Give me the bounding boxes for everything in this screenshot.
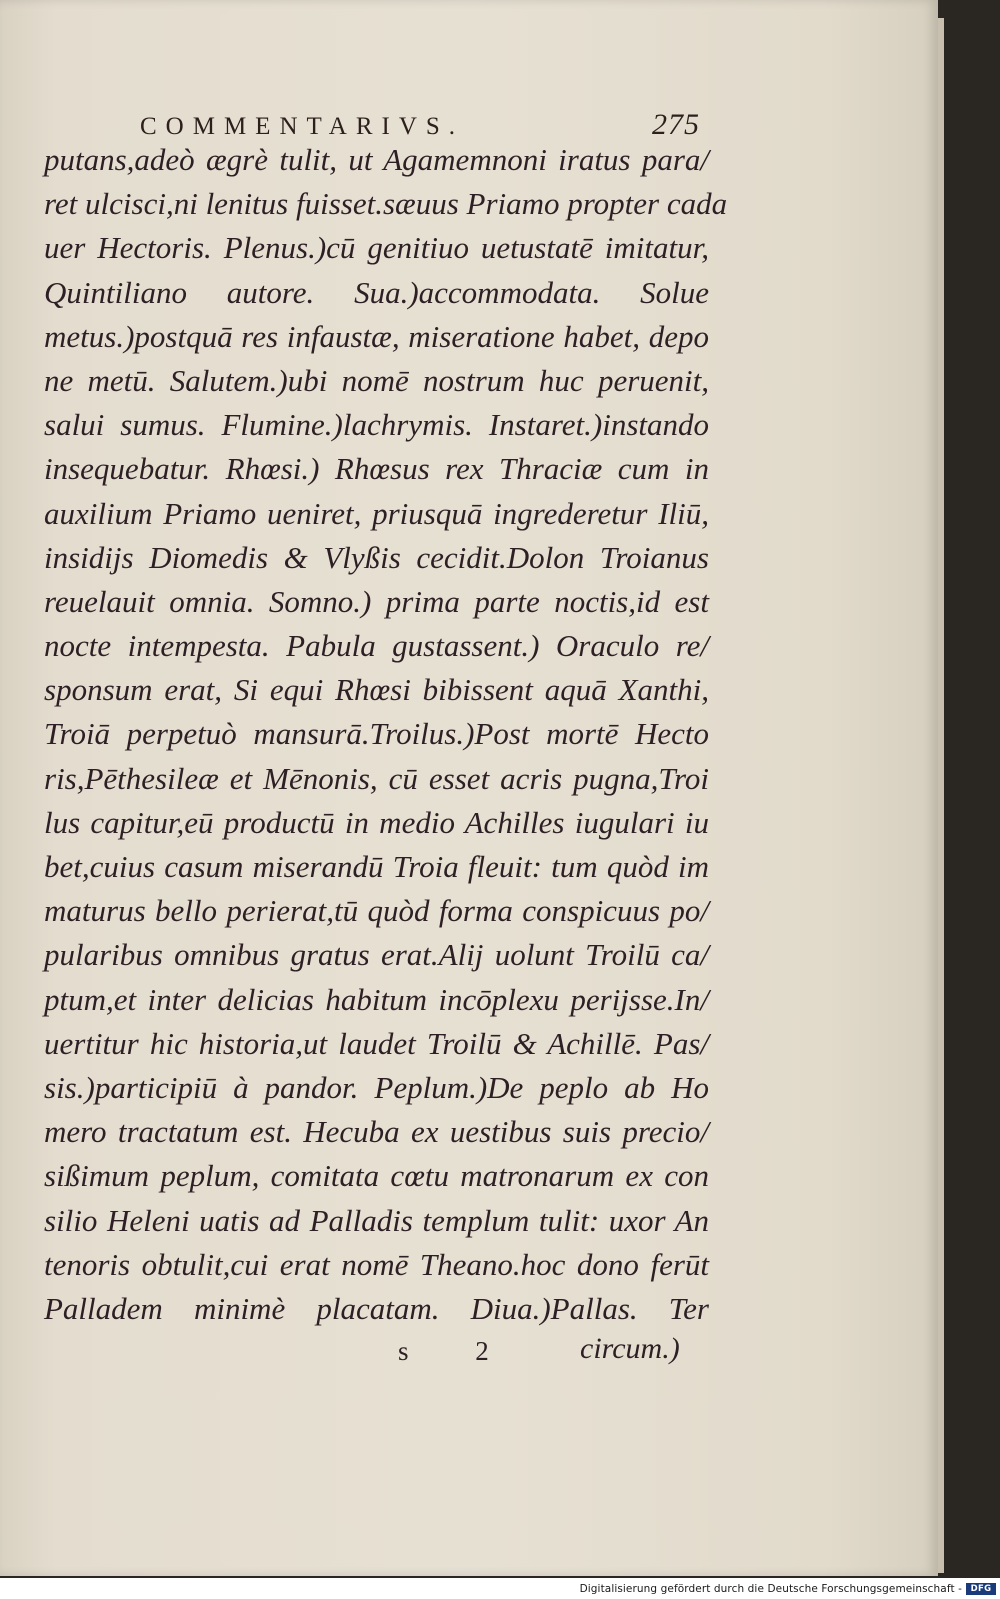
text-line: bet,cuius casum miserandū Troia fleuit: tum quòd im [44,849,709,884]
text-line: insequebatur. Rhœsi.) Rhœsus rex Thraciæ cum in [44,451,709,487]
text-line: sis.)participiū à pandor. Peplum.)De peplo ab Ho [44,1069,709,1105]
text-line: putans,adeò ægrè tulit, ut Agamemnoni iratus para/ [44,142,709,177]
text-line: sißimum peplum, comitata cœtu matronarum ex con [44,1158,709,1194]
text-line: metus.)postquā res infaustæ, miseratione habet, depo [44,318,709,354]
text-line: insidijs Diomedis & Vlyßis cecidit.Dolon Troianus [44,539,709,575]
text-line: sponsum erat, Si equi Rhœsi bibissent aquā Xanthi, [44,672,709,708]
running-head [140,108,700,142]
text-line: maturus bello perierat,tū quòd forma conspicuus po/ [44,893,709,929]
text-line: ret ulcisci,ni lenitus fuisset.sæuus Priamo propter cada [44,186,728,222]
text-line: tenoris obtulit,cui erat nomē Theano.hoc dono ferūt [44,1246,709,1282]
text-line: pularibus omnibus gratus erat.Alij uolunt Troilū ca/ [44,937,709,973]
dfg-logo: DFG [966,1583,996,1595]
text-line: ris,Pēthesileæ et Mēnonis, cū esset acris pugna,Troi [44,760,709,796]
text-line: salui sumus. Flumine.)lachrymis. Instaret.)instando [44,407,709,443]
running-head-title: COMMENTARIVS. [140,113,465,140]
text-block [44,138,728,1331]
catchword: circum.) [580,1332,680,1365]
text-line: lus capitur,eū productū in medio Achilles iugulari iu [44,804,709,840]
signature-mark: s 2 [398,1336,519,1366]
text-line: nocte intempesta. Pabula gustassent.) Oraculo re/ [44,628,709,664]
text-line: Palladem minimè placatam. Diua.)Pallas. Ter [44,1290,709,1326]
page-edge [938,18,944,1573]
text-line: reuelauit omnia. Somno.) prima parte noctis,id est [44,583,709,619]
text-line: uertitur hic historia,ut laudet Troilū & Achillē. Pas/ [44,1025,709,1061]
text-line: ne metū. Salutem.)ubi nomē nostrum huc peruenit, [44,362,709,398]
text-line: uer Hectoris. Plenus.)cū genitiuo uetustatē imitatur, [44,230,709,266]
text-line: auxilium Priamo ueniret, priusquā ingrederetur Iliū, [44,495,709,531]
digitization-footer [0,1578,1000,1599]
text-line: ptum,et inter delicias habitum incōplexu perijsse.In/ [44,981,709,1017]
text-line: silio Heleni uatis ad Palladis templum tulit: uxor An [44,1202,709,1238]
text-line: mero tractatum est. Hecuba ex uestibus suis precio/ [44,1114,709,1150]
page-number: 275 [652,108,700,141]
footer-credit: Digitalisierung gefördert durch die Deutsche Forschungsgemeinschaft - [579,1582,962,1595]
text-line: Quintiliano autore. Sua.)accommodata. Solue [44,274,709,310]
text-line: Troiā perpetuò mansurā.Troilus.)Post mortē Hecto [44,716,709,752]
